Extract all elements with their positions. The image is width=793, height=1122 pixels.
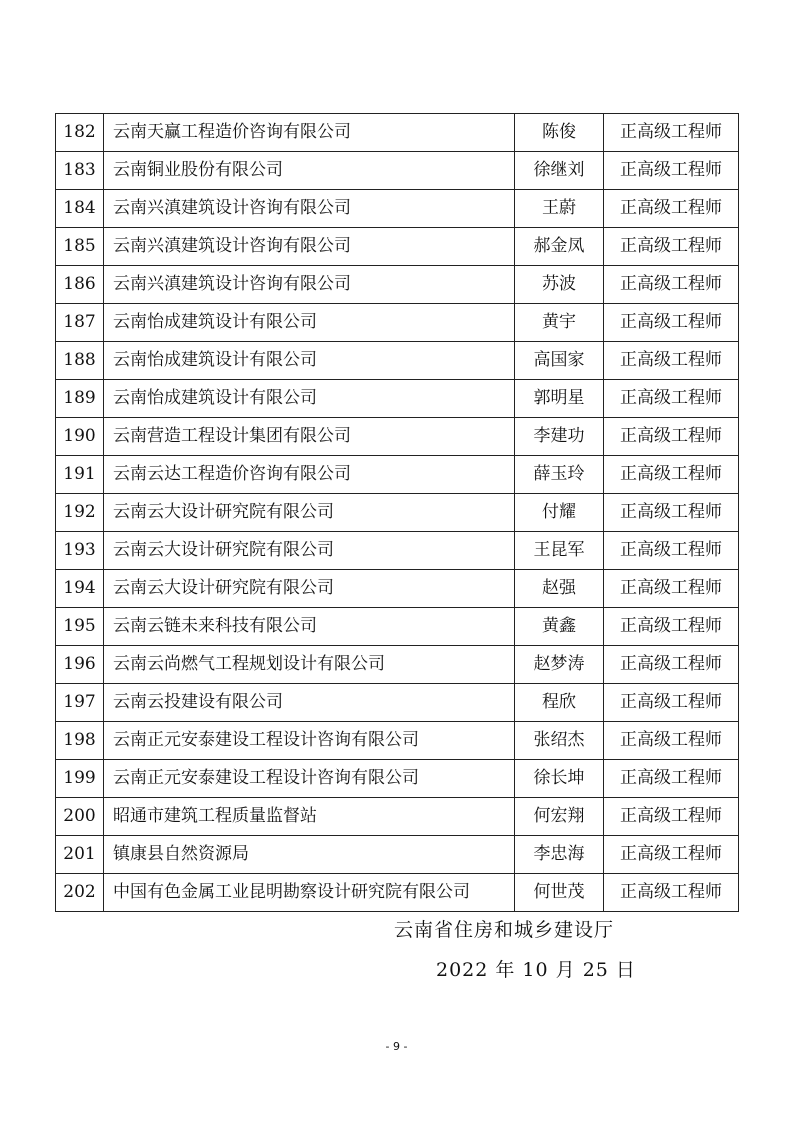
table-row [56, 152, 739, 190]
roster-body [56, 114, 739, 912]
row-organization: 云南云尚燃气工程规划设计有限公司 [104, 646, 515, 684]
row-number: 191 [56, 456, 104, 494]
row-title: 正高级工程师 [604, 152, 739, 190]
issuer-signature: 云南省住房和城乡建设厅 [394, 919, 615, 941]
row-person-name: 王蔚 [515, 190, 604, 228]
row-number: 192 [56, 494, 104, 532]
table-row [56, 760, 739, 798]
row-person-name: 郭明星 [515, 380, 604, 418]
table-row [56, 418, 739, 456]
row-title: 正高级工程师 [604, 684, 739, 722]
table-row [56, 114, 739, 152]
row-person-name: 黄鑫 [515, 608, 604, 646]
row-title: 正高级工程师 [604, 190, 739, 228]
table-row [56, 646, 739, 684]
row-person-name: 何宏翔 [515, 798, 604, 836]
table-row [56, 722, 739, 760]
row-organization: 云南云大设计研究院有限公司 [104, 494, 515, 532]
row-organization: 云南营造工程设计集团有限公司 [104, 418, 515, 456]
table-row [56, 228, 739, 266]
table-row [56, 342, 739, 380]
row-person-name: 赵梦涛 [515, 646, 604, 684]
row-organization: 云南怡成建筑设计有限公司 [104, 304, 515, 342]
row-organization: 云南怡成建筑设计有限公司 [104, 380, 515, 418]
row-number: 184 [56, 190, 104, 228]
row-organization: 镇康县自然资源局 [104, 836, 515, 874]
table-row [56, 266, 739, 304]
table-row [56, 570, 739, 608]
table-row [56, 380, 739, 418]
row-title: 正高级工程师 [604, 646, 739, 684]
row-organization: 云南天赢工程造价咨询有限公司 [104, 114, 515, 152]
table-row [56, 836, 739, 874]
row-title: 正高级工程师 [604, 798, 739, 836]
row-organization: 云南怡成建筑设计有限公司 [104, 342, 515, 380]
row-person-name: 付耀 [515, 494, 604, 532]
row-title: 正高级工程师 [604, 532, 739, 570]
row-title: 正高级工程师 [604, 494, 739, 532]
row-organization: 中国有色金属工业昆明勘察设计研究院有限公司 [104, 874, 515, 912]
row-person-name: 高国家 [515, 342, 604, 380]
row-person-name: 何世茂 [515, 874, 604, 912]
row-title: 正高级工程师 [604, 874, 739, 912]
row-organization: 云南兴滇建筑设计咨询有限公司 [104, 190, 515, 228]
table-row [56, 608, 739, 646]
row-title: 正高级工程师 [604, 114, 739, 152]
row-number: 194 [56, 570, 104, 608]
row-person-name: 苏波 [515, 266, 604, 304]
row-number: 182 [56, 114, 104, 152]
row-number: 197 [56, 684, 104, 722]
table-row [56, 190, 739, 228]
issue-date: 2022 年 10 月 25 日 [436, 959, 636, 981]
row-person-name: 赵强 [515, 570, 604, 608]
row-person-name: 陈俊 [515, 114, 604, 152]
row-number: 188 [56, 342, 104, 380]
row-number: 199 [56, 760, 104, 798]
row-number: 202 [56, 874, 104, 912]
row-number: 185 [56, 228, 104, 266]
row-title: 正高级工程师 [604, 570, 739, 608]
row-title: 正高级工程师 [604, 456, 739, 494]
row-organization: 昭通市建筑工程质量监督站 [104, 798, 515, 836]
row-title: 正高级工程师 [604, 418, 739, 456]
row-person-name: 薛玉玲 [515, 456, 604, 494]
table-row [56, 532, 739, 570]
row-number: 187 [56, 304, 104, 342]
row-person-name: 黄宇 [515, 304, 604, 342]
row-number: 190 [56, 418, 104, 456]
row-organization: 云南云大设计研究院有限公司 [104, 570, 515, 608]
row-number: 193 [56, 532, 104, 570]
row-organization: 云南云链未来科技有限公司 [104, 608, 515, 646]
row-number: 200 [56, 798, 104, 836]
row-title: 正高级工程师 [604, 836, 739, 874]
roster-table [55, 113, 739, 912]
row-organization: 云南正元安泰建设工程设计咨询有限公司 [104, 760, 515, 798]
row-number: 196 [56, 646, 104, 684]
row-number: 195 [56, 608, 104, 646]
table-row [56, 304, 739, 342]
row-organization: 云南云投建设有限公司 [104, 684, 515, 722]
row-title: 正高级工程师 [604, 266, 739, 304]
row-organization: 云南正元安泰建设工程设计咨询有限公司 [104, 722, 515, 760]
table-row [56, 684, 739, 722]
row-organization: 云南云大设计研究院有限公司 [104, 532, 515, 570]
row-title: 正高级工程师 [604, 342, 739, 380]
table-row [56, 456, 739, 494]
row-organization: 云南兴滇建筑设计咨询有限公司 [104, 266, 515, 304]
row-person-name: 程欣 [515, 684, 604, 722]
row-person-name: 张绍杰 [515, 722, 604, 760]
row-person-name: 徐长坤 [515, 760, 604, 798]
row-title: 正高级工程师 [604, 380, 739, 418]
row-number: 186 [56, 266, 104, 304]
row-person-name: 李建功 [515, 418, 604, 456]
row-number: 189 [56, 380, 104, 418]
row-person-name: 郝金凤 [515, 228, 604, 266]
row-organization: 云南云达工程造价咨询有限公司 [104, 456, 515, 494]
row-organization: 云南兴滇建筑设计咨询有限公司 [104, 228, 515, 266]
row-number: 183 [56, 152, 104, 190]
row-title: 正高级工程师 [604, 304, 739, 342]
row-title: 正高级工程师 [604, 722, 739, 760]
row-number: 198 [56, 722, 104, 760]
row-number: 201 [56, 836, 104, 874]
row-person-name: 徐继刘 [515, 152, 604, 190]
table-row [56, 798, 739, 836]
row-organization: 云南铜业股份有限公司 [104, 152, 515, 190]
page-number: - 9 - [385, 1040, 408, 1053]
table-row [56, 494, 739, 532]
row-person-name: 李忠海 [515, 836, 604, 874]
row-title: 正高级工程师 [604, 608, 739, 646]
row-title: 正高级工程师 [604, 228, 739, 266]
row-title: 正高级工程师 [604, 760, 739, 798]
table-row [56, 874, 739, 912]
row-person-name: 王昆军 [515, 532, 604, 570]
